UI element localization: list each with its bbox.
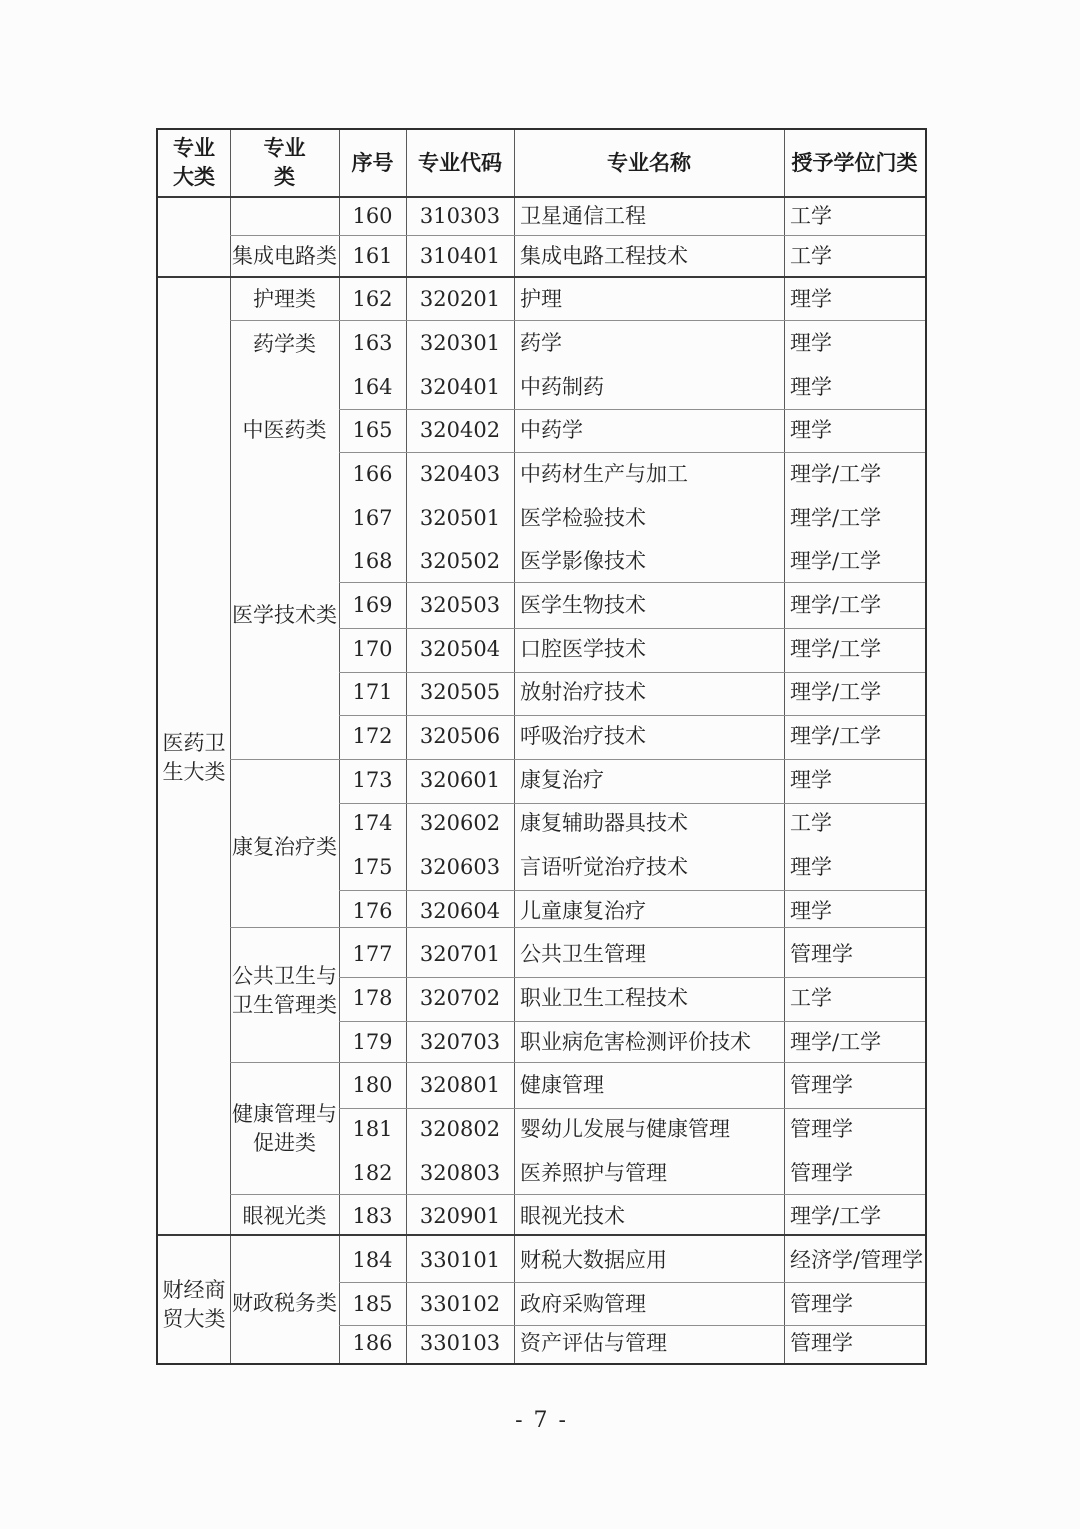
name-cell: 政府采购管理 [520, 1292, 646, 1316]
label-line: 卫生管理类 [232, 993, 337, 1017]
seq-cell: 171 [352, 680, 393, 704]
degree-cell: 工学 [790, 986, 832, 1010]
table-row [158, 366, 925, 408]
name-cell: 财税大数据应用 [520, 1248, 667, 1272]
label-line: 健康管理与 [232, 1102, 337, 1126]
degree-cell: 理学/工学 [790, 506, 882, 530]
code-cell: 320601 [419, 768, 501, 792]
name-cell: 药学 [520, 331, 562, 355]
degree-cell: 理学 [790, 287, 832, 311]
name-cell: 职业病危害检测评价技术 [520, 1030, 751, 1054]
table-row [158, 977, 925, 1019]
name-cell: 职业卫生工程技术 [520, 986, 688, 1010]
table-row [158, 409, 925, 451]
header-line: 专业 [173, 136, 215, 160]
code-cell: 310303 [419, 204, 501, 228]
header-line: 大类 [173, 165, 215, 189]
table-row [158, 584, 925, 626]
name-cell: 儿童康复治疗 [520, 899, 646, 923]
header-line: 类 [274, 165, 295, 189]
degree-cell: 工学 [790, 811, 832, 835]
seq-cell: 182 [352, 1161, 393, 1185]
table-row [158, 1239, 925, 1281]
degree-cell: 理学 [790, 375, 832, 399]
code-cell: 330103 [419, 1331, 501, 1355]
table-row [158, 1108, 925, 1150]
seq-cell: 183 [352, 1204, 393, 1228]
code-cell: 320701 [419, 942, 501, 966]
degree-cell: 理学/工学 [790, 462, 882, 486]
table-row [158, 322, 925, 364]
table-row [158, 1064, 925, 1106]
code-cell: 320802 [419, 1117, 501, 1141]
name-cell: 婴幼儿发展与健康管理 [520, 1117, 730, 1141]
category-label: 中医药类 [242, 418, 327, 442]
name-cell: 口腔医学技术 [520, 637, 646, 661]
table-row [158, 540, 925, 582]
table-row [158, 802, 925, 844]
code-cell: 320604 [419, 899, 501, 923]
category-label: 护理类 [253, 287, 316, 311]
degree-cell: 管理学 [790, 1161, 853, 1185]
degree-cell: 理学 [790, 331, 832, 355]
seq-cell: 184 [352, 1248, 393, 1272]
table-row [158, 1152, 925, 1194]
name-cell: 医学生物技术 [520, 593, 646, 617]
seq-cell: 173 [352, 768, 393, 792]
code-cell: 320505 [419, 680, 501, 704]
degree-cell: 理学/工学 [790, 637, 882, 661]
name-cell: 中药学 [520, 418, 583, 442]
table-row [158, 671, 925, 713]
code-cell: 320603 [419, 855, 501, 879]
table-row [158, 195, 925, 237]
name-cell: 集成电路工程技术 [520, 244, 688, 268]
code-cell: 320801 [419, 1073, 501, 1097]
seq-cell: 166 [352, 462, 393, 486]
header-seq [339, 130, 406, 196]
seq-cell: 168 [352, 549, 393, 573]
table-grid [158, 130, 925, 1363]
seq-cell: 167 [352, 506, 393, 530]
seq-cell: 163 [352, 331, 393, 355]
seq-cell: 165 [352, 418, 393, 442]
row-divider [339, 582, 925, 583]
header-name [514, 130, 784, 196]
seq-cell: 177 [352, 942, 393, 966]
code-cell: 320602 [419, 811, 501, 835]
code-cell: 320502 [419, 549, 501, 573]
code-cell: 320201 [419, 287, 501, 311]
majors-table [156, 128, 927, 1365]
code-cell: 320504 [419, 637, 501, 661]
seq-cell: 160 [352, 204, 393, 228]
category-label: 集成电路类 [232, 244, 337, 268]
seq-cell: 186 [352, 1331, 393, 1355]
table-row [158, 1195, 925, 1237]
table-row [158, 933, 925, 975]
seq-cell: 161 [352, 244, 393, 268]
header-degree [784, 130, 925, 196]
degree-cell: 管理学 [790, 942, 853, 966]
page-number: - 7 - [515, 1408, 568, 1433]
degree-cell: 管理学 [790, 1331, 853, 1355]
degree-cell: 理学 [790, 855, 832, 879]
label-line: 生大类 [162, 760, 226, 784]
table-row [158, 1283, 925, 1325]
name-cell: 放射治疗技术 [520, 680, 646, 704]
code-cell: 320503 [419, 593, 501, 617]
seq-cell: 181 [352, 1117, 393, 1141]
code-cell: 320301 [419, 331, 501, 355]
table-row [158, 1021, 925, 1063]
table-row [158, 278, 925, 320]
code-cell: 330101 [419, 1248, 501, 1272]
category-label: 财政税务类 [232, 1291, 337, 1315]
code-cell: 320501 [419, 506, 501, 530]
code-cell: 320402 [419, 418, 501, 442]
label-line: 公共卫生与 [232, 964, 337, 988]
seq-cell: 170 [352, 637, 393, 661]
header-label: 序号 [351, 150, 394, 175]
degree-cell: 管理学 [790, 1117, 853, 1141]
table-row [158, 497, 925, 539]
code-cell: 320506 [419, 724, 501, 748]
table-row [158, 235, 925, 277]
degree-cell: 理学/工学 [790, 680, 882, 704]
code-cell: 320401 [419, 375, 501, 399]
name-cell: 中药制药 [520, 375, 604, 399]
code-cell: 320901 [419, 1204, 501, 1228]
code-cell: 330102 [419, 1292, 501, 1316]
label-line: 财经商 [162, 1278, 226, 1302]
seq-cell: 185 [352, 1292, 393, 1316]
name-cell: 中药材生产与加工 [520, 462, 688, 486]
header-label: 授予学位门类 [791, 150, 918, 175]
name-cell: 资产评估与管理 [520, 1331, 667, 1355]
table-row [158, 759, 925, 801]
name-cell: 医学检验技术 [520, 506, 646, 530]
category-label: 眼视光类 [242, 1204, 327, 1228]
code-cell: 320702 [419, 986, 501, 1010]
code-cell: 320803 [419, 1161, 501, 1185]
degree-cell: 理学 [790, 899, 832, 923]
table-row [158, 846, 925, 888]
seq-cell: 164 [352, 375, 393, 399]
degree-cell: 理学/工学 [790, 1030, 882, 1054]
seq-cell: 176 [352, 899, 393, 923]
degree-cell: 管理学 [790, 1292, 853, 1316]
table-row [158, 890, 925, 932]
name-cell: 康复辅助器具技术 [520, 811, 688, 835]
table-row [158, 715, 925, 757]
code-cell: 320703 [419, 1030, 501, 1054]
name-cell: 眼视光技术 [520, 1204, 625, 1228]
row-divider [230, 320, 925, 321]
code-cell: 310401 [419, 244, 501, 268]
seq-cell: 174 [352, 811, 393, 835]
table-row [158, 1322, 925, 1364]
seq-cell: 179 [352, 1030, 393, 1054]
category-label: 药学类 [253, 332, 316, 356]
degree-cell: 理学/工学 [790, 724, 882, 748]
header-major-group [158, 130, 230, 196]
name-cell: 呼吸治疗技术 [520, 724, 646, 748]
seq-cell: 180 [352, 1073, 393, 1097]
degree-cell: 工学 [790, 204, 832, 228]
degree-cell: 理学/工学 [790, 593, 882, 617]
degree-cell: 理学 [790, 768, 832, 792]
name-cell: 言语听觉治疗技术 [520, 855, 688, 879]
category-label: 医学技术类 [232, 603, 337, 627]
seq-cell: 162 [352, 287, 393, 311]
name-cell: 康复治疗 [520, 768, 604, 792]
degree-cell: 理学/工学 [790, 1204, 882, 1228]
header-line: 专业 [263, 136, 306, 160]
seq-cell: 175 [352, 855, 393, 879]
degree-cell: 理学 [790, 418, 832, 442]
category-label: 康复治疗类 [232, 835, 337, 859]
degree-cell: 管理学 [790, 1073, 853, 1097]
code-cell: 320403 [419, 462, 501, 486]
name-cell: 医养照护与管理 [520, 1161, 667, 1185]
seq-cell: 178 [352, 986, 393, 1010]
label-line: 医药卫 [162, 731, 226, 755]
header-code [406, 130, 514, 196]
label-line: 贸大类 [162, 1307, 226, 1331]
name-cell: 护理 [520, 287, 562, 311]
table-row [158, 453, 925, 495]
seq-cell: 169 [352, 593, 393, 617]
header-label: 专业名称 [607, 150, 691, 175]
degree-cell: 理学/工学 [790, 549, 882, 573]
degree-cell: 工学 [790, 244, 832, 268]
header-group [230, 130, 339, 196]
name-cell: 健康管理 [520, 1073, 604, 1097]
header-label: 专业代码 [418, 150, 502, 175]
table-row [158, 628, 925, 670]
label-line: 促进类 [253, 1131, 316, 1155]
degree-cell: 经济学/管理学 [790, 1248, 924, 1272]
name-cell: 公共卫生管理 [520, 942, 646, 966]
name-cell: 卫星通信工程 [520, 204, 646, 228]
seq-cell: 172 [352, 724, 393, 748]
name-cell: 医学影像技术 [520, 549, 646, 573]
